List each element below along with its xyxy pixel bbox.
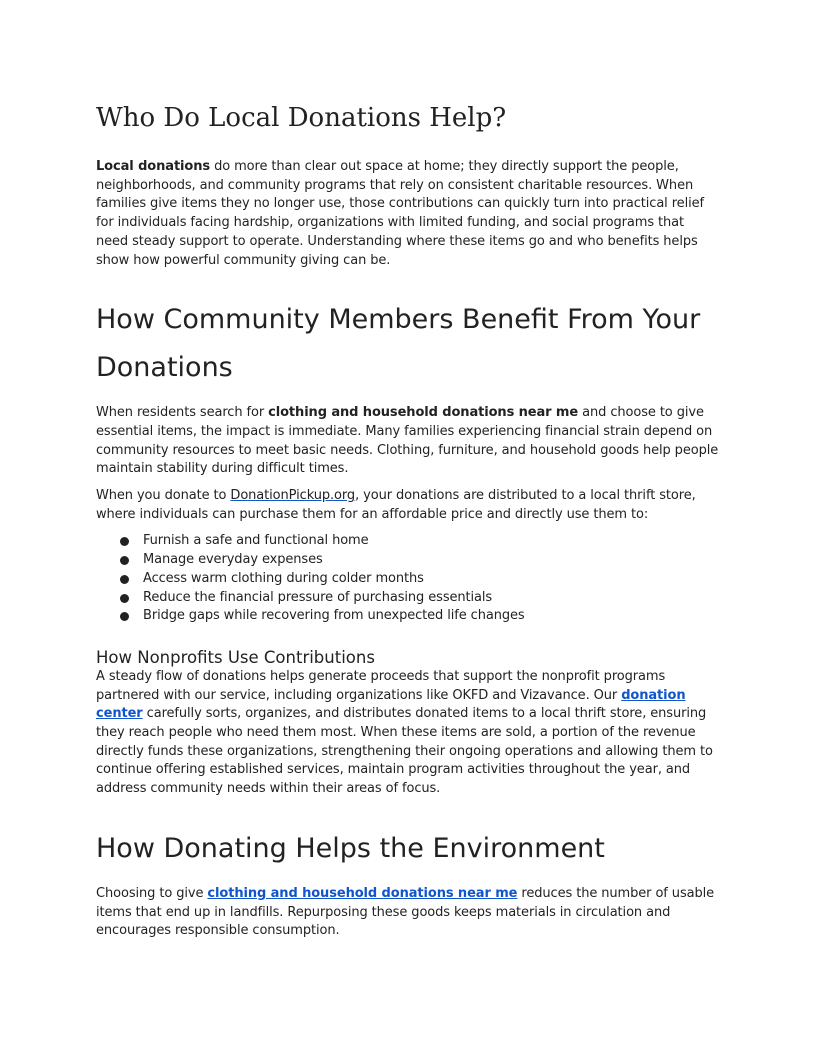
community-paragraph-2 (96, 487, 720, 524)
intro-paragraph (96, 158, 720, 270)
text-run: , your donations are distributed to a local thrift store, where individuals can purchase them for an affordable price and directly use them to: (96, 488, 696, 522)
text-run: A steady flow of donations helps generate proceeds that support the nonprofit programs partnered with our service, including organizations like OKFD and Vizavance. Our (96, 668, 666, 703)
nonprofits-paragraph (96, 668, 720, 799)
list-item (96, 607, 720, 626)
donation-center-link[interactable]: donation center (96, 687, 686, 722)
list-item-text: Reduce the financial pressure of purchasing essentials (143, 589, 493, 605)
list-item (96, 532, 720, 551)
environment-paragraph (96, 885, 720, 941)
list-item (96, 570, 720, 589)
intro-text: do more than clear out space at home; they directly support the people, neighborhoods, and community programs that rely on consistent charitable resources. When families give items they no longer use, those contributions can quickly turn into practical relief for individuals facing hardship, organizations with limited funding, and social programs that need steady support to operate. Understanding where these items go and who benefits helps show how powerful community giving can be. (96, 159, 704, 268)
text-run: When residents search for (96, 405, 269, 421)
benefits-list (96, 532, 720, 626)
text-run: Choosing to give (96, 885, 208, 901)
community-paragraph-1 (96, 404, 720, 479)
bullet-icon (120, 612, 129, 621)
clothing-donations-link[interactable]: clothing and household donations near me (207, 885, 518, 901)
intro-bold: Local donations (96, 159, 211, 174)
list-item-text: Bridge gaps while recovering from unexpected life changes (143, 608, 525, 624)
text-run: carefully sorts, organizes, and distributes donated items to a local thrift store, ensuring they reach people who need them most. When these items are sold, a portion of the revenue directly funds these organizations, strengthening their ongoing operations and allowing them to continue offering established services, maintain program activities throughout the year, and address community needs within their areas of focus. (96, 706, 713, 797)
page-title: Who Do Local Donations Help? (96, 103, 507, 133)
bullet-icon (120, 594, 129, 603)
list-item-text: Furnish a safe and functional home (143, 533, 369, 549)
section-heading-community: How Community Members Benefit From Your Donations (96, 304, 701, 384)
section-heading-nonprofits: How Nonprofits Use Contributions (96, 647, 375, 667)
text-run: When you donate to (96, 488, 231, 504)
document-body (96, 98, 720, 949)
list-item-text: Manage everyday expenses (143, 552, 323, 568)
list-item (96, 589, 720, 608)
donationpickup-link[interactable]: DonationPickup.org (230, 488, 356, 504)
bold-keyword: clothing and household donations near me (268, 405, 579, 421)
list-item (96, 551, 720, 570)
bullet-icon (120, 575, 129, 584)
section-heading-environment: How Donating Helps the Environment (96, 832, 605, 864)
bullet-icon (120, 537, 129, 546)
text-run: and choose to give essential items, the impact is immediate. Many families experiencing financial strain depend on community resources to meet basic needs. Clothing, furniture, and household goods help people maintain stability during difficult times. (96, 405, 719, 477)
bullet-icon (120, 556, 129, 565)
text-run: reduces the number of usable items that end up in landfills. Repurposing these goods keeps materials in circulation and encourages responsible consumption. (96, 885, 715, 939)
list-item-text: Access warm clothing during colder months (143, 570, 424, 586)
